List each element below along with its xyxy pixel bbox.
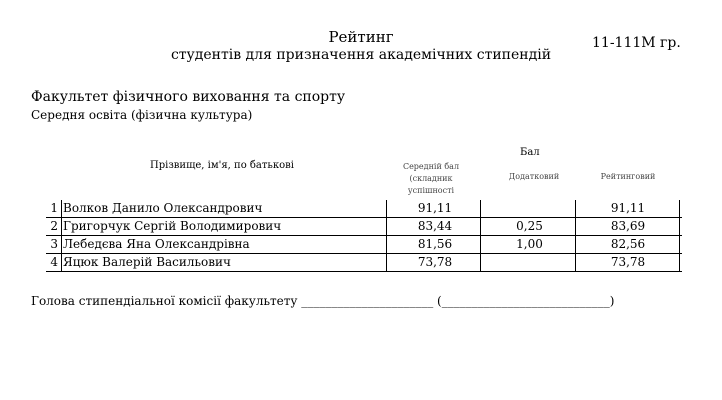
cell-divider [480, 236, 481, 253]
table-row [46, 254, 682, 272]
cell-divider [575, 236, 576, 253]
column-header-additional: Додатковий [508, 172, 560, 181]
average-score: 73,78 [417, 255, 453, 269]
average-score: 91,11 [417, 201, 453, 215]
document-subtitle: студентів для призначення академічних стипендій [170, 47, 552, 63]
average-score: 83,44 [417, 219, 453, 233]
cell-divider [61, 218, 62, 235]
cell-divider [575, 254, 576, 271]
additional-score: 0,25 [516, 219, 543, 233]
row-number: 4 [50, 255, 58, 269]
table-row [46, 236, 682, 254]
cell-divider [386, 218, 387, 235]
cell-divider [679, 200, 680, 217]
faculty-name: Факультет фізичного виховання та спорту [31, 89, 346, 105]
average-score: 81,56 [417, 237, 453, 251]
rating-score: 83,69 [610, 219, 646, 233]
rating-table [46, 200, 682, 272]
commission-signature-line: Голова стипендіальної комісії факультету ______________________ (____________________________) [31, 294, 615, 308]
cell-divider [386, 200, 387, 217]
table-row [46, 218, 682, 236]
student-name: Яцюк Валерій Васильович [63, 255, 231, 269]
cell-divider [386, 236, 387, 253]
cell-divider [575, 218, 576, 235]
column-header-average: Середній бал (складник успішності [402, 162, 460, 195]
student-name: Лебедєва Яна Олександрівна [63, 237, 250, 251]
education-program: Середня освіта (фізична культура) [31, 108, 253, 122]
row-number: 3 [50, 237, 58, 251]
cell-divider [386, 254, 387, 271]
rating-score: 91,11 [610, 201, 646, 215]
column-header-name: Прізвище, ім'я, по батькові [150, 160, 294, 171]
cell-divider [480, 200, 481, 217]
row-number: 2 [50, 219, 58, 233]
cell-divider [575, 200, 576, 217]
rating-score: 73,78 [610, 255, 646, 269]
rating-score: 82,56 [610, 237, 646, 251]
cell-divider [480, 218, 481, 235]
cell-divider [679, 218, 680, 235]
cell-divider [679, 236, 680, 253]
student-name: Волков Данило Олександрович [63, 201, 263, 215]
group-label: 11-111М гр. [592, 35, 681, 51]
cell-divider [61, 236, 62, 253]
cell-divider [679, 254, 680, 271]
column-header-rating: Рейтинговий [600, 172, 656, 181]
cell-divider [480, 254, 481, 271]
row-number: 1 [50, 201, 58, 215]
cell-divider [61, 200, 62, 217]
additional-score: 1,00 [516, 237, 543, 251]
cell-divider [61, 254, 62, 271]
student-name: Григорчук Сергій Володимирович [63, 219, 282, 233]
column-group-header-bal: Бал [520, 147, 540, 158]
document-title: Рейтинг [328, 28, 394, 46]
table-row [46, 200, 682, 218]
